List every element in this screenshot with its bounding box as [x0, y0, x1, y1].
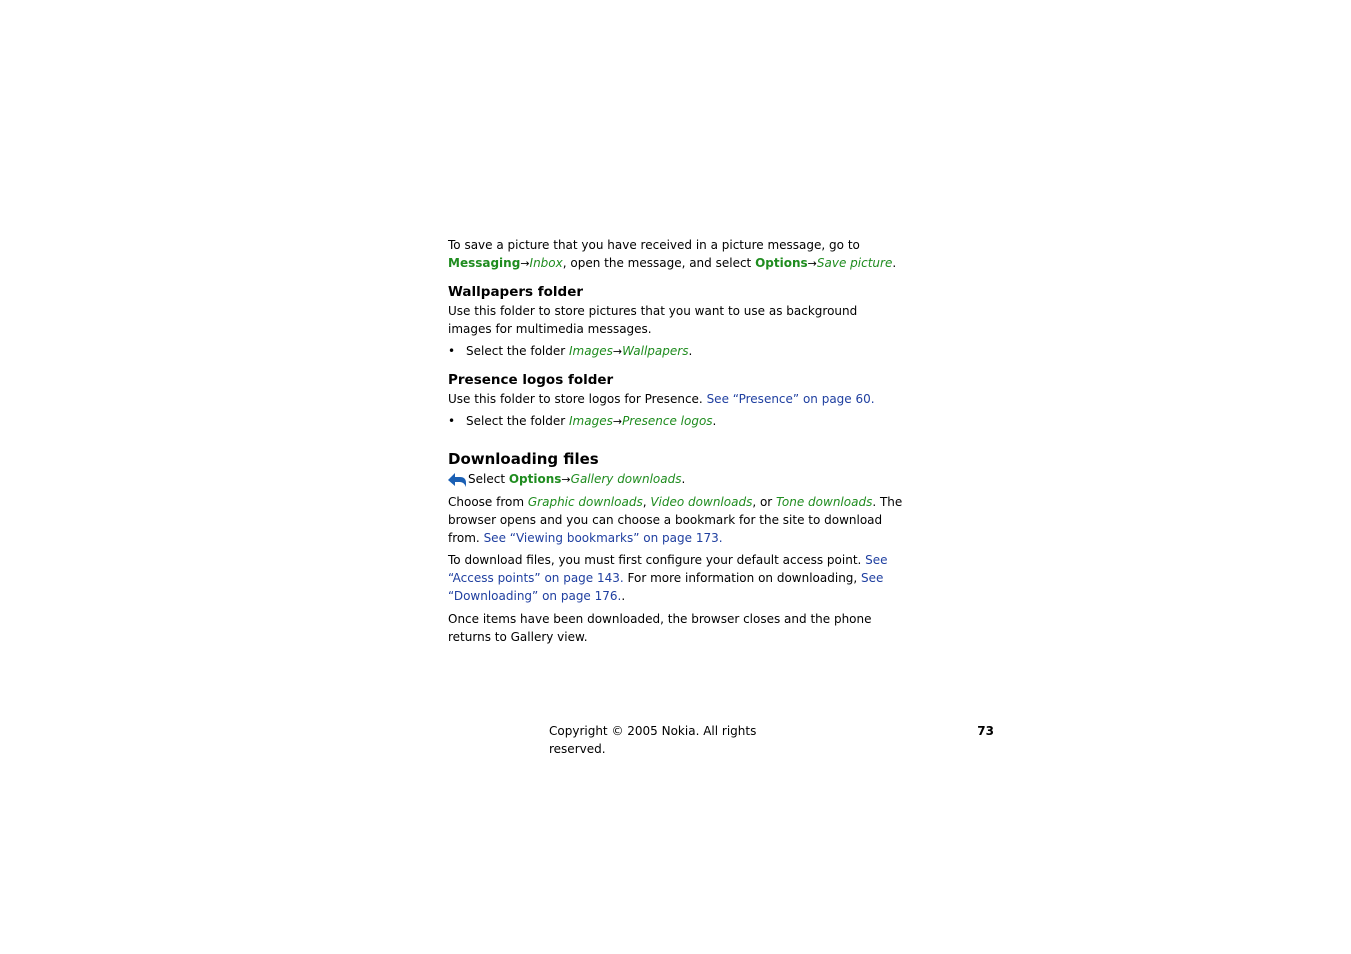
bullet-prefix: Select the folder — [466, 344, 569, 358]
arrow: → — [520, 257, 530, 270]
menu-options: Options — [508, 472, 562, 486]
menu-gallery-downloads: Gallery downloads — [570, 472, 682, 486]
end-text: . — [892, 256, 897, 270]
downloading-link[interactable]: See “Downloading” on page 176. — [448, 571, 884, 603]
more-info: For more information on downloading, — [623, 571, 862, 585]
access-points-link[interactable]: See “Access points” on page 143. — [448, 553, 888, 585]
bullet-prefix: Select the folder — [466, 414, 569, 428]
downloading-heading: Downloading files — [448, 450, 599, 468]
presence-text — [448, 390, 904, 408]
configure-paragraph — [448, 551, 904, 605]
end-text: . — [712, 414, 717, 428]
menu-tone-downloads: Tone downloads — [776, 495, 873, 509]
arrow: → — [807, 257, 817, 270]
menu-graphic-downloads: Graphic downloads — [527, 495, 643, 509]
comma: , — [642, 495, 651, 509]
once-paragraph: Once items have been downloaded, the browser closes and the phone returns to Gallery view. — [448, 612, 872, 644]
save-picture-paragraph — [448, 236, 904, 273]
bookmarks-link[interactable]: See “Viewing bookmarks” on page 173. — [483, 531, 723, 545]
presence-bullet — [448, 412, 904, 431]
menu-wallpapers: Wallpapers — [622, 344, 689, 358]
menu-inbox: Inbox — [529, 256, 563, 270]
config-prefix: To download files, you must first configure your default access point. — [448, 553, 866, 567]
mid-text: , open the message, and select — [562, 256, 756, 270]
presence-link[interactable]: See “Presence” on page 60. — [706, 392, 875, 406]
arrow: → — [561, 473, 571, 486]
menu-images: Images — [569, 414, 613, 428]
page-content — [448, 236, 904, 646]
arrow: → — [612, 415, 623, 428]
or-text: , or — [752, 495, 777, 509]
downloading-shortcut-row — [448, 470, 904, 489]
menu-presence-logos: Presence logos — [622, 414, 713, 428]
end-text: . — [681, 472, 686, 486]
bullet-dot: • — [448, 344, 456, 358]
menu-options: Options — [755, 256, 808, 270]
presence-desc: Use this folder to store logos for Presence. — [448, 392, 707, 406]
arrow: → — [612, 345, 623, 358]
choose-prefix: Choose from — [448, 495, 528, 509]
shortcut-arrow-icon — [448, 472, 468, 488]
choose-rest: . The browser opens and you can choose a bookmark for the site to download from. — [448, 495, 903, 545]
copyright-text: Copyright © 2005 Nokia. All rights reserved. — [549, 724, 757, 756]
choose-paragraph — [448, 493, 904, 547]
menu-messaging: Messaging — [448, 256, 521, 270]
menu-images: Images — [569, 344, 613, 358]
end-text: . — [688, 344, 693, 358]
wallpapers-text: Use this folder to store pictures that you want to use as background images for multimedia messages. — [448, 304, 858, 336]
presence-heading: Presence logos folder — [448, 372, 614, 388]
menu-save-picture: Save picture — [816, 256, 893, 270]
end-text: . — [621, 589, 626, 603]
bullet-dot: • — [448, 414, 456, 428]
menu-video-downloads: Video downloads — [650, 495, 753, 509]
intro-text: To save a picture that you have received in a picture message, go to — [448, 238, 860, 252]
select-text: Select — [468, 472, 509, 486]
wallpapers-bullet — [448, 342, 904, 361]
wallpapers-heading: Wallpapers folder — [448, 284, 584, 300]
page-number: 73 — [977, 724, 994, 738]
